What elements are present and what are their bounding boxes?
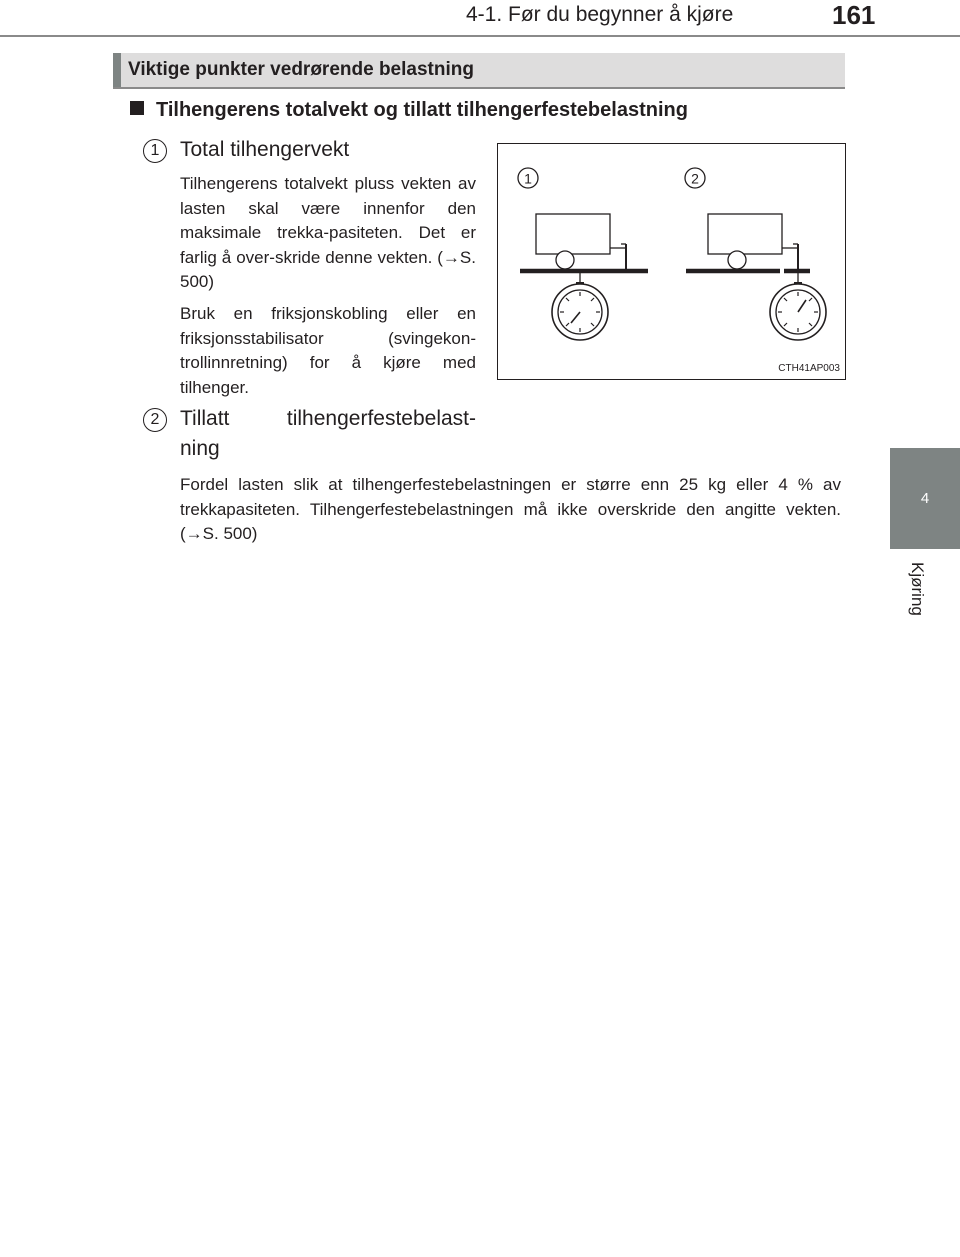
page-number: 161 [832, 0, 876, 30]
header-title: 4-1. Før du begynner å kjøre [466, 3, 734, 26]
trailer-total-weight-diagram [520, 214, 648, 340]
subheading-text: Tilhengerens totalvekt og tillatt tilhengerfestebelastning [156, 99, 688, 121]
subheading [130, 99, 688, 122]
figure-frame [497, 143, 846, 380]
figure-label: 1 [524, 170, 532, 187]
section-accent-bar [113, 53, 121, 87]
chapter-tab [890, 448, 960, 549]
item-paragraph: Fordel lasten slik at tilhengerfestebelastningen er større enn 25 kg eller 4 % av trekkapasiteten. Tilhengerfestebelastningen må ikke overskride den angitte vekten. (→S. 500) [180, 475, 841, 543]
trailer-tongue-load-diagram [686, 214, 826, 340]
header-divider [0, 35, 960, 37]
square-bullet-icon [130, 101, 144, 115]
chapter-label: Kjøring [908, 562, 927, 616]
item-number-badge: 2 [143, 408, 167, 432]
item-title: Tillatt tilhengerfestebelast- [180, 407, 476, 430]
item-paragraph: Bruk en friksjonskobling eller en friksjonsstabilisator (svingekon-trollinnretning) for å kjøre med tilhenger. [180, 304, 476, 397]
item-title: Total tilhengervekt [180, 138, 350, 161]
section-header [113, 53, 845, 89]
section-title: Viktige punkter vedrørende belastning [128, 59, 474, 80]
chapter-number: 4 [920, 490, 930, 507]
item-number-badge: 1 [143, 139, 167, 163]
item-title: ning [180, 437, 220, 460]
item-paragraph: Tilhengerens totalvekt pluss vekten av lasten skal være innenfor den maksimale trekka-pasiteten. Det er farlig å over-skride denne vekten. (→S. 500) [180, 174, 476, 291]
figure-code: CTH41AP003 [778, 363, 840, 374]
trailer-weighing-illustration [498, 144, 844, 378]
figure-label: 2 [691, 170, 699, 187]
